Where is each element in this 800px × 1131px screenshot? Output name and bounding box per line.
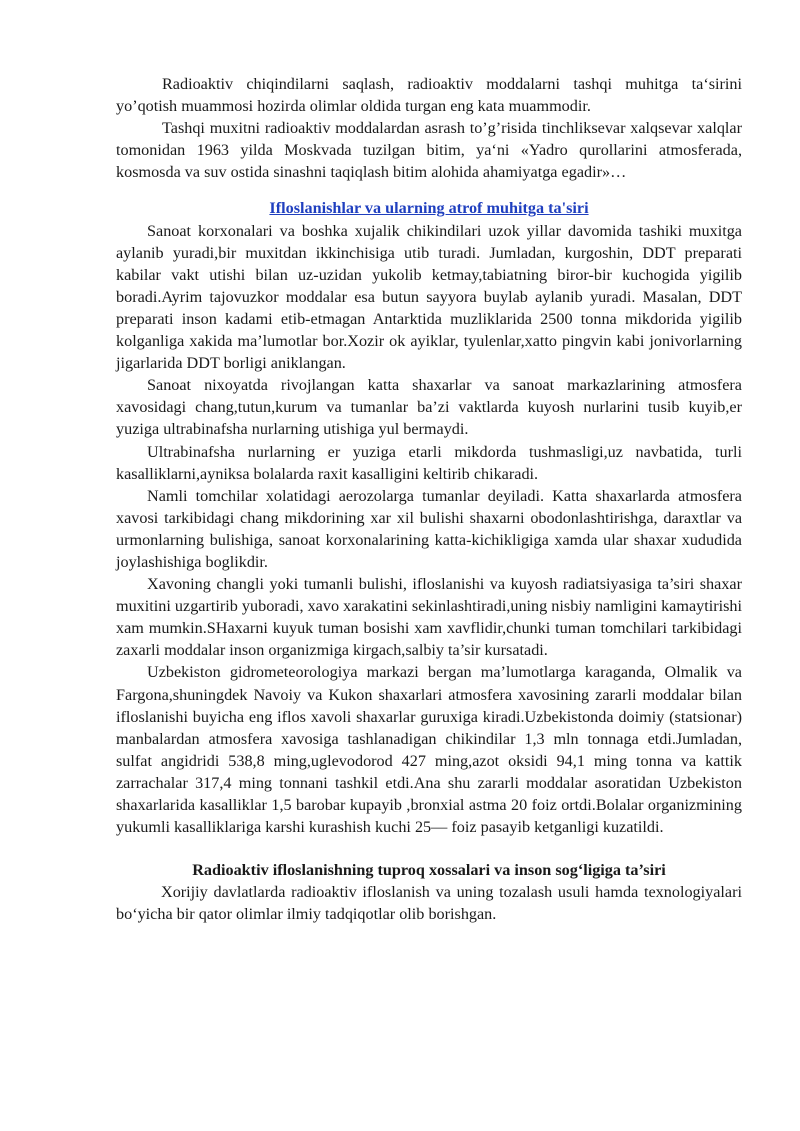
- body-paragraph: Xorijiy davlatlarda radioaktiv ifloslanish va uning tozalash usuli hamda texnologiyalari bo‘yicha bir qator olimlar ilmiy tadqiqotlar olib borishgan.: [116, 883, 742, 924]
- body-paragraph: Sanoat nixoyatda rivojlangan katta shaxarlar va sanoat markazlarining atmosfera xavosidagi chang,tutun,kurum va tumanlar ba’zi vaktlarda kuyosh nurlarini tusib kuyib,er yuziga ultrabinafsha nurlarning utishiga yul bermaydi.: [116, 376, 742, 439]
- body-paragraph: Xavoning changli yoki tumanli bulishi, ifloslanishi va kuyosh radiatsiyasiga ta’siri shaxar muxitini uzgartirib yuboradi, xavo xarakatini sekinlashtiradi,uning nisbiy namligini kamaytirishi xam mumkin.SHaxarni kuyuk tuman bosishi xam xavflidir,chunki tuman tomchilari tarkibidagi zaxarli moddalar inson organizmiga kirgach,salbiy ta’sir kursatadi.: [116, 575, 742, 660]
- section-heading-radioactive: Radioaktiv ifloslanishning tuproq xossalari va inson sog‘ligiga ta’siri: [192, 861, 666, 880]
- body-paragraph: Ultrabinafsha nurlarning er yuziga etarli mikdorda tushmasligi,uz navbatida, turli kasalliklarni,ayniksa bolalarda raxit kasalligini keltirib chikaradi.: [116, 442, 742, 483]
- intro-paragraph-2: Tashqi muxitni radioaktiv moddalardan asrash to’g’risida tinchliksevar xalqsevar xalqlar tomonidan 1963 yilda Moskvada tuzilgan bitim, ya‘ni «Yadro qurollarini atmosferada, kosmosda va suv ostida sinashni taqiqlash bitim alohida ahamiyatga egadir»…: [116, 119, 742, 182]
- section-heading-pollution[interactable]: Ifloslanishlar va ularning atrof muhitga ta'siri: [269, 199, 589, 218]
- body-paragraph: Uzbekiston gidrometeorologiya markazi bergan ma’lumotlarga karaganda, Olmalik va Fargona,shuningdek Navoiy va Kukon shaxarlari atmosfera xavosining zararli moddalar bilan ifloslanishi buyicha eng iflos xavoli shaxarlar guruxiga kiradi.Uzbekistonda doimiy (statsionar) manbalardan atmosfera xavosiga tashlanadigan chikindilar 1,3 mln tonnaga etdi.Jumladan, sulfat angidridi 538,8 ming,uglevodorod 427 ming,azot oksidi 94,1 ming tonna va kattik zarrachalar 317,4 ming tonnani tashkil etdi.Ana shu zararli moddalar asoratidan Uzbekiston shaxarlarida kasalliklar 1,5 barobar kupayib ,bronxial astma 20 foiz ortdi.Bolalar organizmining yukumli kasalliklariga karshi kurashish kuchi 25— foiz pasayib ketganligi kuzatildi.: [116, 663, 742, 837]
- intro-paragraph-1: Radioaktiv chiqindilarni saqlash, radioaktiv moddalarni tashqi muhitga ta‘sirini yo’qotish muammosi hozirda olimlar oldida turgan eng kata muammodir.: [116, 75, 742, 116]
- body-paragraph: Sanoat korxonalari va boshka xujalik chikindilari uzok yillar davomida tashiki muxitga aylanib yuradi,bir muxitdan ikkinchisiga utib turadi. Jumladan, kurgoshin, DDT preparati kabilar vakt utishi bilan uz-uzidan yukolib ketmay,tabiatning biror-bir kuchogida yigilib boradi.Ayrim tajovuzkor moddalar esa butun sayyora buylab aylanib yuradi. Masalan, DDT preparati inson kadami etib-etmagan Antarktida muzliklarida 2500 tonna mikdorida yigilib kolganliga xakida ma’lumotlar bor.Xozir ok ayiklar, tyulenlar,xatto pingvin kabi jonivorlarning jigarlarida DDT borligi aniklangan.: [116, 221, 742, 373]
- document-page: [116, 73, 742, 925]
- body-paragraph: Namli tomchilar xolatidagi aerozolarga tumanlar deyiladi. Katta shaxarlarda atmosfera xavosi tarkibidagi chang mikdorining xar xil bulishi shaxarni obodonlashtirishga, daraxtlar va urmonlarning bulishiga, sanoat korxonalarining katta-kichikligiga xamda ular shaxar xududida joylashishiga boglikdir.: [116, 486, 742, 571]
